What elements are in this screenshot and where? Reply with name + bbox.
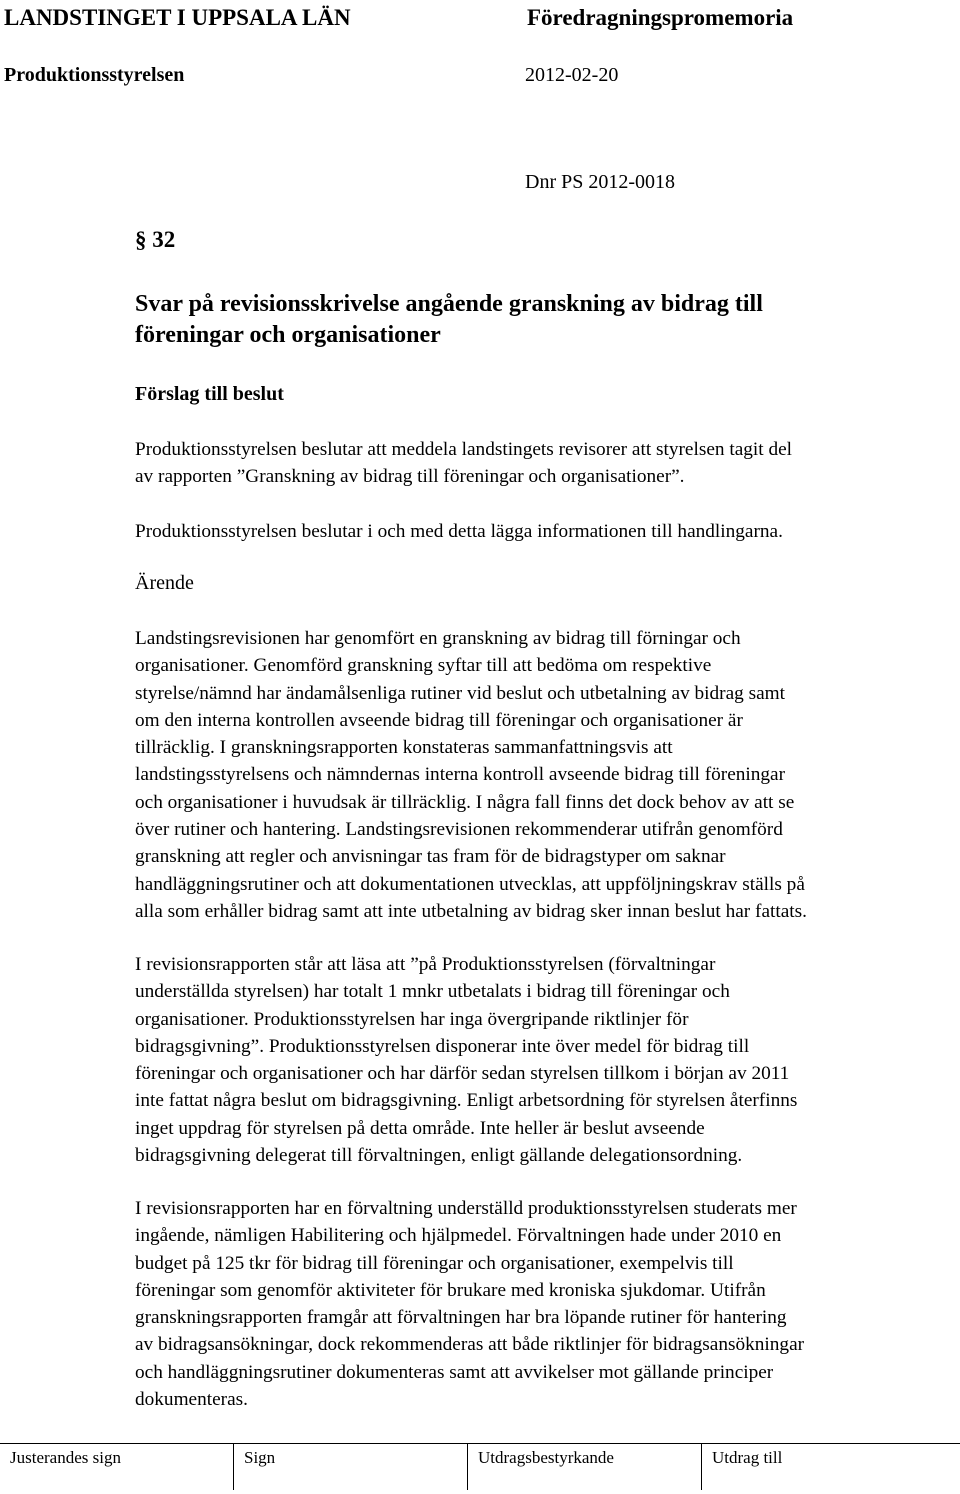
text-line: bidragsgivning”. Produktionsstyrelsen disponerar inte över medel för bidrag till <box>135 1035 750 1057</box>
text-line: och organisationer i huvudsak är tillräcklig. I några fall finns det dock behov av att se <box>135 791 795 813</box>
text-line: underställda styrelsen) har totalt 1 mnkr utbetalats i bidrag till föreningar och <box>135 981 730 1003</box>
matter-paragraph-1 <box>135 625 960 925</box>
text-line: om den interna kontrollen avseende bidrag till föreningar och organisationer är <box>135 709 743 731</box>
text-line: alla som erhåller bidrag samt att inte utbetalning av bidrag sker innan beslut har fattats. <box>135 900 807 922</box>
text-line: landstingsstyrelsens och nämndernas interna kontroll avseende bidrag till föreningar <box>135 764 786 786</box>
text-line: I revisionsrapporten har en förvaltning underställd produktionsstyrelsen studerats mer <box>135 1198 797 1219</box>
text-line: föreningar som genomför aktiviteter för brukare med kroniska sjukdomar. Utifrån <box>135 1279 766 1301</box>
matter-paragraph-2 <box>135 951 960 1169</box>
header-dnr: Dnr PS 2012-0018 <box>525 171 676 193</box>
text-line: Produktionsstyrelsen beslutar i och med detta lägga informationen till handlingarna. <box>135 521 783 542</box>
matter-heading: Ärende <box>135 572 194 594</box>
text-line: av bidragsansökningar, dock rekommenderas att både riktlinjer för bidragsansökningar <box>135 1334 805 1356</box>
footer-cell-utdragsbestyrkande: Utdragsbestyrkande <box>468 1444 702 1490</box>
text-line: styrelse/nämnd har ändamålsenliga rutiner vid beslut och utbetalning av bidrag samt <box>135 682 786 704</box>
text-line: och handläggningsrutiner dokumenteras samt att avvikelser mot gällande principer <box>135 1361 774 1383</box>
text-line: budget på 125 tkr för bidrag till föreningar och organisationer, exempelvis till <box>135 1252 734 1274</box>
text-line: Landstingsrevisionen har genomfört en granskning av bidrag till förningar och <box>135 628 741 649</box>
text-line: tillräcklig. I granskningsrapporten konstateras sammanfattningsvis att <box>135 737 673 759</box>
header-document-type: Föredragningspromemoria <box>527 5 794 30</box>
text-line: organisationer. Genomförd granskning syftar till att bedöma om respektive <box>135 655 712 677</box>
text-line: bidragsgivning delegerat till förvaltningen, enligt gällande delegationsordning. <box>135 1145 743 1167</box>
text-line: dokumenteras. <box>135 1389 248 1411</box>
header-organization: LANDSTINGET I UPPSALA LÄN <box>4 5 351 30</box>
text-line: granskningsrapporten framgår att förvaltningen har bra löpande rutiner för hantering <box>135 1307 787 1329</box>
proposal-paragraph-2 <box>135 518 960 545</box>
header-date: 2012-02-20 <box>525 64 619 86</box>
text-line: av rapporten ”Granskning av bidrag till föreningar och organisationer”. <box>135 466 685 488</box>
section-title <box>135 289 925 351</box>
text-line: Produktionsstyrelsen beslutar att meddela landstingets revisorer att styrelsen tagit del <box>135 439 793 460</box>
text-line: inget uppdrag för styrelsen på detta område. Inte heller är beslut avseende <box>135 1117 705 1139</box>
section-title-line: föreningar och organisationer <box>135 322 441 348</box>
text-line: över rutiner och hantering. Landstingsrevisionen rekommenderar utifrån genomförd <box>135 819 783 841</box>
text-line: föreningar och organisationer och har därför sedan styrelsen tillkom i början av 2011 <box>135 1063 790 1085</box>
footer-cell-utdrag-till: Utdrag till <box>712 1448 783 1467</box>
text-line: ingående, nämligen Habilitering och hjälpmedel. Förvaltningen hade under 2010 en <box>135 1225 782 1247</box>
header-unit: Produktionsstyrelsen <box>4 64 185 86</box>
text-line: inte fattat några beslut om bidragsgivning. Enligt arbetsordning för styrelsen återfinns <box>135 1090 798 1112</box>
text-line: handläggningsrutiner och att dokumentationen utvecklas, att uppföljningskrav ställs på <box>135 873 805 895</box>
text-line: granskning att regler och anvisningar tas fram för de bidragstyper om saknar <box>135 846 726 868</box>
proposal-paragraph-1 <box>135 436 960 491</box>
matter-paragraph-3 <box>135 1195 960 1413</box>
footer-cell-sign: Sign <box>234 1444 468 1490</box>
footer-cell-justerandes-sign: Justerandes sign <box>0 1444 234 1490</box>
section-title-line: Svar på revisionsskrivelse angående granskning av bidrag till <box>135 291 763 317</box>
proposal-heading: Förslag till beslut <box>135 383 284 405</box>
text-line: I revisionsrapporten står att läsa att ”på Produktionsstyrelsen (förvaltningar <box>135 954 716 975</box>
text-line: organisationer. Produktionsstyrelsen har inga övergripande riktlinjer för <box>135 1008 689 1030</box>
signature-footer <box>0 1443 960 1494</box>
section-number: § 32 <box>135 227 176 252</box>
